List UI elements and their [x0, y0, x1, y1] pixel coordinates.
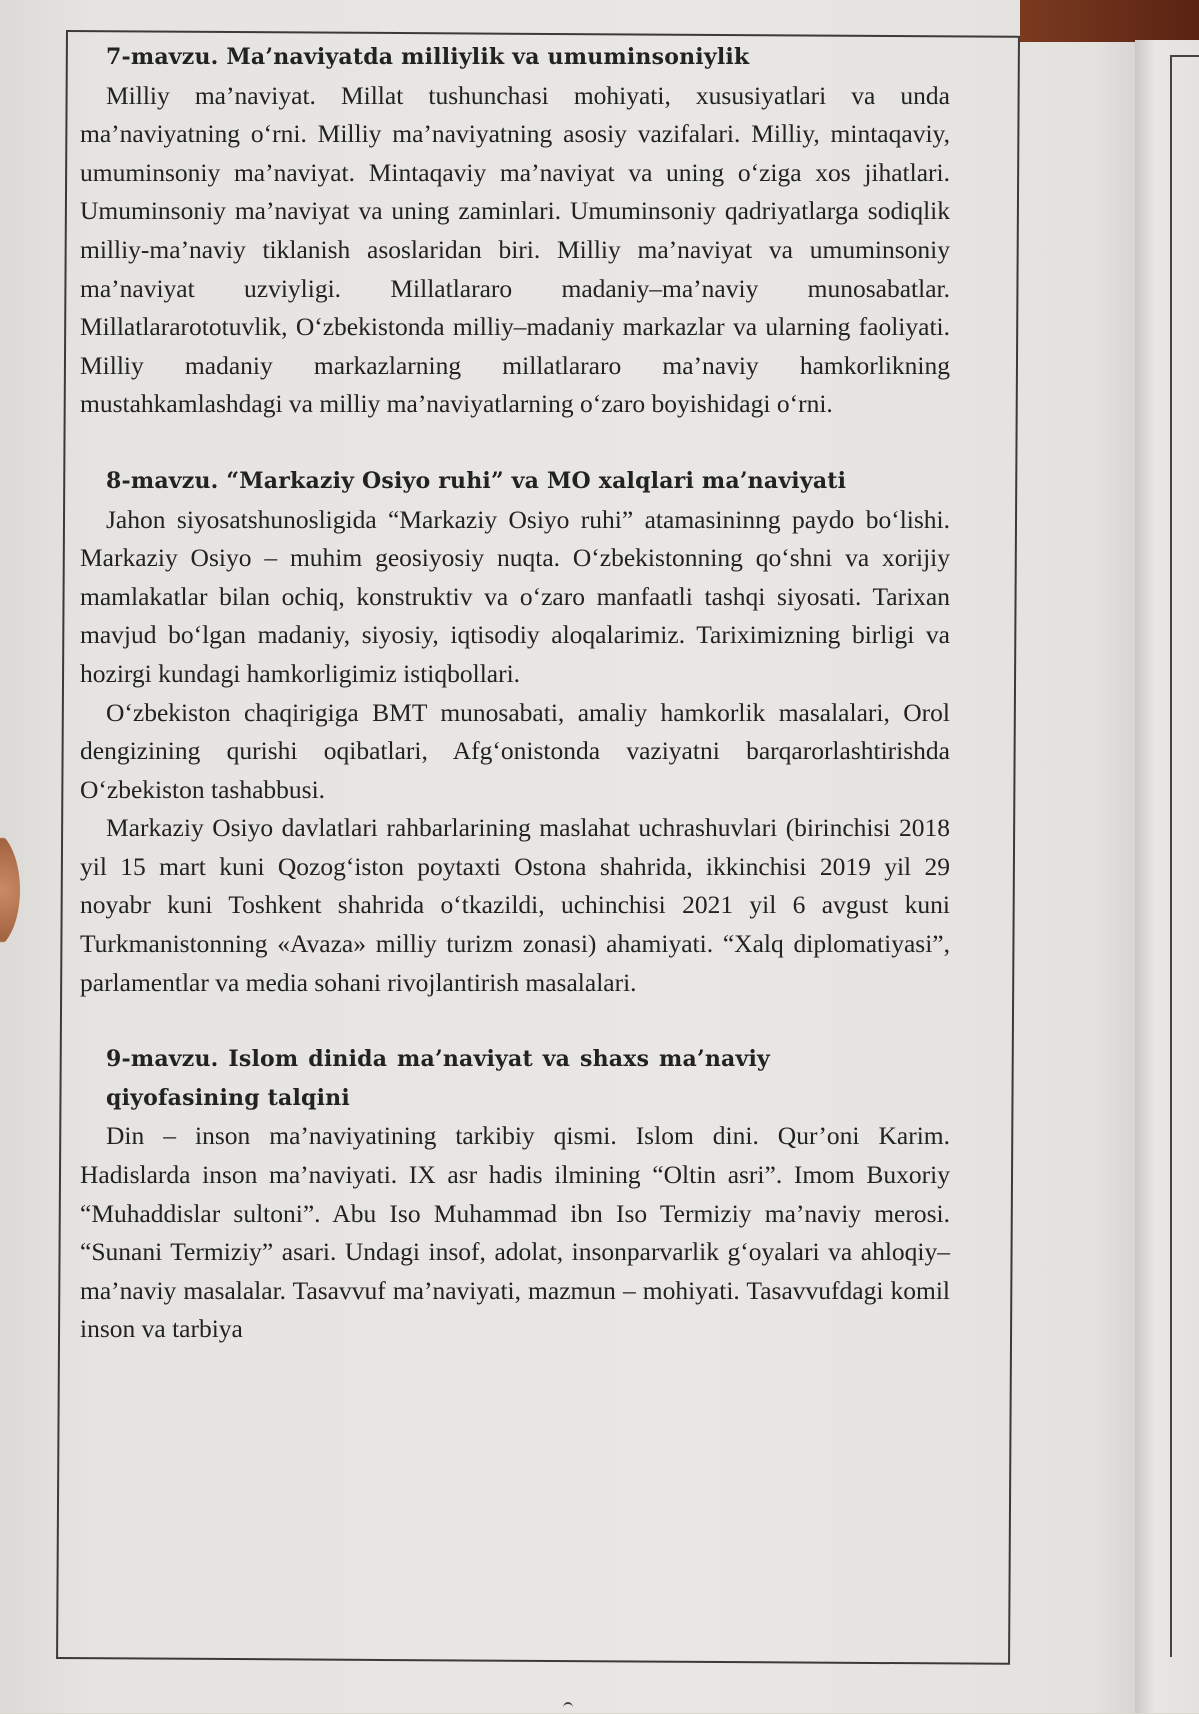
section-paragraph: O‘zbekiston chaqirigiga BMT munosabati, amaliy hamkorlik masalalari, Orol dengizining qurishi oqibatlari, Afg‘onistonda vaziyatni barqarorlashtirishda O‘zbekiston tashabbusi. — [80, 697, 950, 804]
section-heading: 7-mavzu. Ma’naviyatda milliylik va umuminsoniylik — [106, 44, 750, 70]
section-heading: 9-mavzu. Islom dinida ma’naviyat va shaxs ma’naviy qiyofasining talqini — [106, 1046, 770, 1111]
section-spacer — [80, 424, 950, 462]
page-number-mark — [563, 1702, 573, 1714]
section-paragraph: Din – inson ma’naviyatining tarkibiy qismi. Islom dini. Qur’oni Karim. Hadislarda inson ma’naviyati. IX asr hadis ilmining “Oltin asri”. Imom Buxoriy “Muhaddislar sultoni”. Abu Iso Muhammad ibn Iso Termiziy ma’naviy merosi. “Sunani Termiziy” asari. Undagi insof, adolat, insonparvarlik g‘oyalari va ahloqiy–ma’naviy masalalar. Tasavvuf ma’naviyati, mazmun – mohiyati. Tasavvufdagi komil inson va tarbiya — [80, 1121, 950, 1344]
section-paragraph: Milliy ma’naviyat. Millat tushunchasi mohiyati, xususiyatlari va unda ma’naviyatning o‘rni. Milliy ma’naviyatning asosiy vazifalari. Milliy, mintaqaviy, umuminsoniy ma’naviyat. Mintaqaviy ma’naviyat va uning o‘ziga xos jihatlari. Umuminsoniy ma’naviyat va uning zaminlari. Umuminsoniy qadriyatlarga sodiqlik milliy-ma’naviy tiklanish asoslaridan biri. Milliy ma’naviyat va umuminsoniy ma’naviyat uzviyligi. Millatlararo madaniy–ma’naviy munosabatlar. Millatlararototuvlik, O‘zbekistonda milliy–madaniy markazlar va ularning faoliyati. Milliy madaniy markazlarning millatlararo ma’naviy hamkorlikning mustahkamlashdagi va milliy ma’naviyatlarning o‘zaro boyishidagi o‘rni. — [80, 80, 950, 419]
section-topic-7 — [80, 38, 950, 424]
page-content — [80, 32, 950, 1349]
table-surface — [1020, 0, 1199, 42]
section-spacer — [80, 1002, 950, 1040]
section-topic-8 — [80, 462, 950, 1002]
section-heading: 8-mavzu. “Markaziy Osiyo ruhi” va MO xalqlari ma’naviyati — [106, 467, 847, 494]
facing-page-frame — [1170, 55, 1199, 1657]
section-paragraph: Markaziy Osiyo davlatlari rahbarlarining maslahat uchrashuvlari (birinchisi 2018 yil 15 mart kuni Qozog‘iston poytaxti Ostona shahrida, ikkinchisi 2019 yil 29 noyabr kuni Toshkent shahrida o‘tkazildi, uchinchisi 2021 yil 6 avgust kuni Turkmanistonning «Avaza» milliy turizm zonasi) ahamiyati. “Xalq diplomatiyasi”, parlamentlar va media sohani rivojlantirish masalalari. — [80, 813, 950, 997]
section-paragraph: Jahon siyosatshunosligida “Markaziy Osiyo ruhi” atamasininng paydo bo‘lishi. Markaziy Osiyo – muhim geosiyosiy nuqta. O‘zbekistonning qo‘shni va xorijiy mamlakatlar bilan ochiq, konstruktiv va o‘zaro manfaatli tashqi siyosati. Tarixan mavjud bo‘lgan madaniy, siyosiy, iqtisodiy aloqalarimiz. Tariximizning birligi va hozirgi kundagi hamkorligimiz istiqbollari. — [80, 504, 950, 688]
section-topic-9 — [80, 1040, 950, 1349]
